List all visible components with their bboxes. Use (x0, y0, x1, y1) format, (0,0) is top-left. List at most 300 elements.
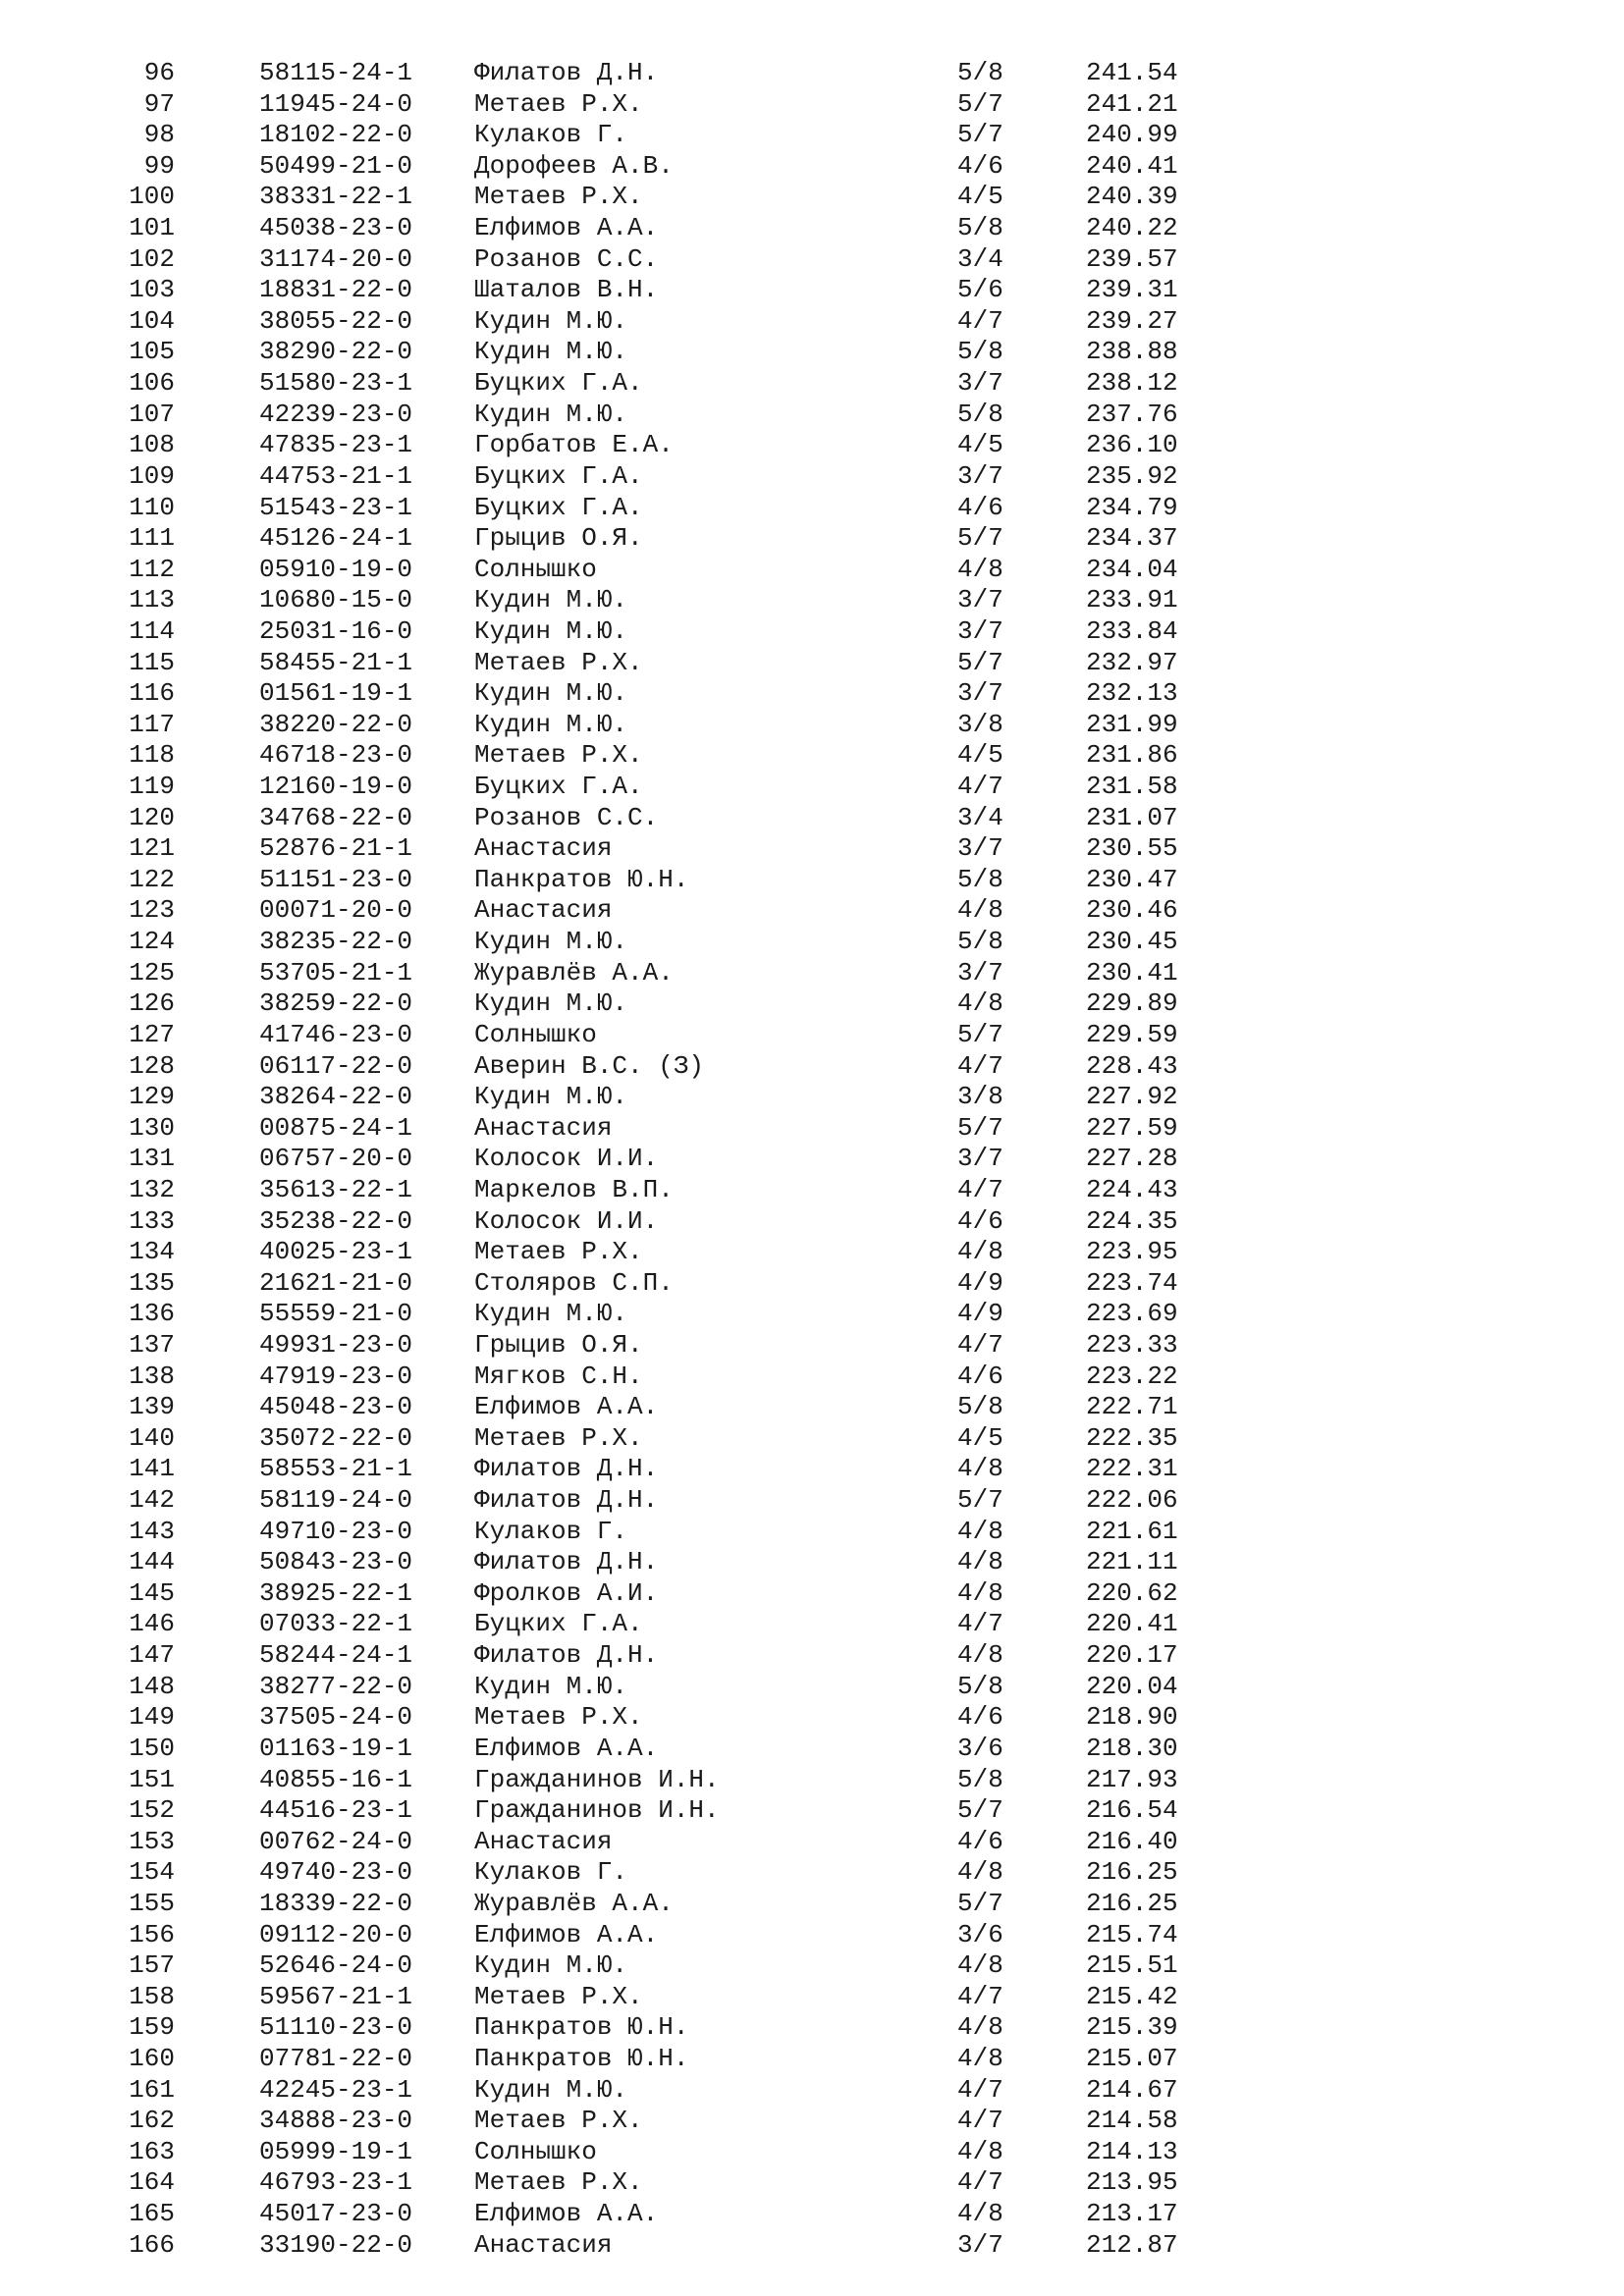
rank-cell: 141 (129, 1454, 175, 1484)
id-cell: 01561-19-1 (259, 678, 413, 709)
id-cell: 38235-22-0 (259, 927, 413, 957)
table-row (0, 1330, 1624, 1362)
name-cell: Буцких Г.А. (474, 368, 643, 399)
table-row (0, 1920, 1624, 1951)
table-row (0, 865, 1624, 896)
score-cell: 230.41 (1086, 957, 1178, 988)
name-cell: Панкратов Ю.Н. (474, 2012, 689, 2043)
id-cell: 12160-19-0 (259, 772, 413, 802)
rank-cell: 105 (129, 337, 175, 367)
id-cell: 50843-23-0 (259, 1547, 413, 1577)
name-cell: Филатов Д.Н. (474, 1485, 659, 1516)
table-row (0, 1082, 1624, 1113)
ratio-cell: 4/9 (957, 1299, 1003, 1329)
ratio-cell: 5/7 (957, 1888, 1003, 1918)
score-cell: 214.67 (1086, 2074, 1178, 2105)
name-cell: Кудин М.Ю. (474, 2074, 628, 2105)
ratio-cell: 4/8 (957, 895, 1003, 926)
rank-cell: 148 (129, 1671, 175, 1701)
ratio-cell: 5/7 (957, 647, 1003, 677)
score-cell: 232.97 (1086, 647, 1178, 677)
table-row (0, 616, 1624, 648)
table-row (0, 678, 1624, 710)
id-cell: 55559-21-0 (259, 1299, 413, 1329)
name-cell: Анастасия (474, 2229, 613, 2260)
rank-cell: 164 (129, 2167, 175, 2198)
table-row (0, 461, 1624, 493)
rank-cell: 126 (129, 988, 175, 1019)
ratio-cell: 5/7 (957, 1019, 1003, 1049)
table-row (0, 182, 1624, 213)
ratio-cell: 5/6 (957, 275, 1003, 305)
id-cell: 45038-23-0 (259, 213, 413, 243)
score-cell: 232.13 (1086, 678, 1178, 709)
name-cell: Панкратов Ю.Н. (474, 2044, 689, 2073)
score-cell: 216.40 (1086, 1826, 1178, 1856)
ratio-cell: 5/7 (957, 1485, 1003, 1516)
table-row (0, 1827, 1624, 1858)
ratio-cell: 3/8 (957, 709, 1003, 739)
rank-cell: 161 (129, 2074, 175, 2105)
id-cell: 38925-22-1 (259, 1577, 413, 1608)
id-cell: 51110-23-0 (259, 2012, 413, 2043)
ratio-cell: 4/5 (957, 182, 1003, 212)
score-cell: 221.11 (1086, 1547, 1178, 1577)
id-cell: 42239-23-0 (259, 399, 413, 429)
score-cell: 230.47 (1086, 864, 1178, 894)
name-cell: Панкратов Ю.Н. (474, 864, 689, 894)
name-cell: Анастасия (474, 1826, 613, 1856)
table-row (0, 1609, 1624, 1640)
ratio-cell: 4/7 (957, 1609, 1003, 1639)
score-cell: 218.90 (1086, 1702, 1178, 1733)
table-row (0, 1795, 1624, 1827)
score-cell: 234.04 (1086, 554, 1178, 584)
table-row (0, 803, 1624, 834)
table-row (0, 400, 1624, 431)
ratio-cell: 4/7 (957, 1981, 1003, 2011)
id-cell: 07033-22-1 (259, 1609, 413, 1639)
name-cell: Кудин М.Ю. (474, 988, 628, 1019)
table-row (0, 1113, 1624, 1145)
score-cell: 218.30 (1086, 1733, 1178, 1763)
name-cell: Филатов Д.Н. (474, 58, 659, 87)
rank-cell: 137 (129, 1329, 175, 1360)
score-cell: 223.95 (1086, 1237, 1178, 1267)
table-row (0, 120, 1624, 151)
ratio-cell: 4/6 (957, 1361, 1003, 1391)
ratio-cell: 3/7 (957, 460, 1003, 491)
rank-cell: 131 (129, 1144, 175, 1174)
table-row (0, 523, 1624, 555)
rank-cell: 133 (129, 1205, 175, 1236)
score-cell: 231.58 (1086, 772, 1178, 802)
score-cell: 240.39 (1086, 182, 1178, 212)
score-cell: 238.88 (1086, 337, 1178, 367)
rank-cell: 152 (129, 1795, 175, 1826)
name-cell: Метаев Р.Х. (474, 1237, 643, 1267)
name-cell: Столяров С.П. (474, 1267, 674, 1298)
table-row (0, 1950, 1624, 1982)
score-cell: 229.89 (1086, 988, 1178, 1019)
rank-cell: 129 (129, 1082, 175, 1112)
table-row (0, 1268, 1624, 1300)
name-cell: Кулаков Г. (474, 1857, 628, 1888)
id-cell: 38055-22-0 (259, 305, 413, 336)
score-cell: 234.79 (1086, 492, 1178, 522)
rank-cell: 116 (129, 678, 175, 709)
score-cell: 223.74 (1086, 1267, 1178, 1298)
name-cell: Елфимов А.А. (474, 2199, 659, 2229)
id-cell: 58455-21-1 (259, 647, 413, 677)
table-row (0, 244, 1624, 276)
rank-cell: 143 (129, 1516, 175, 1546)
name-cell: Грыцив О.Я. (474, 1329, 643, 1360)
ratio-cell: 4/8 (957, 1857, 1003, 1888)
score-cell: 227.28 (1086, 1144, 1178, 1174)
id-cell: 52876-21-1 (259, 833, 413, 864)
score-cell: 223.22 (1086, 1361, 1178, 1391)
ratio-cell: 3/8 (957, 1082, 1003, 1112)
ratio-cell: 4/8 (957, 988, 1003, 1019)
name-cell: Колосок И.И. (474, 1144, 659, 1174)
table-row (0, 2044, 1624, 2075)
id-cell: 51580-23-1 (259, 368, 413, 399)
rank-cell: 163 (129, 2136, 175, 2166)
score-cell: 214.58 (1086, 2106, 1178, 2136)
score-cell: 230.46 (1086, 895, 1178, 926)
id-cell: 50499-21-0 (259, 150, 413, 181)
name-cell: Метаев Р.Х. (474, 1981, 643, 2011)
rank-cell: 107 (129, 399, 175, 429)
name-cell: Кудин М.Ю. (474, 678, 628, 709)
score-cell: 212.87 (1086, 2229, 1178, 2260)
name-cell: Мягков С.Н. (474, 1361, 643, 1391)
rank-cell: 165 (129, 2199, 175, 2229)
score-cell: 241.21 (1086, 88, 1178, 119)
name-cell: Дорофеев А.В. (474, 150, 674, 181)
rank-cell: 145 (129, 1577, 175, 1608)
rank-cell: 138 (129, 1361, 175, 1391)
table-row (0, 1423, 1624, 1455)
ratio-cell: 5/8 (957, 1671, 1003, 1701)
score-cell: 217.93 (1086, 1764, 1178, 1794)
score-cell: 240.41 (1086, 150, 1178, 181)
score-cell: 240.22 (1086, 213, 1178, 243)
name-cell: Кудин М.Ю. (474, 927, 628, 957)
ratio-cell: 4/5 (957, 740, 1003, 771)
id-cell: 58244-24-1 (259, 1640, 413, 1671)
name-cell: Аверин В.С. (З) (474, 1050, 705, 1081)
table-row (0, 2106, 1624, 2137)
name-cell: Метаев Р.Х. (474, 647, 643, 677)
table-row (0, 1454, 1624, 1485)
name-cell: Кудин М.Ю. (474, 305, 628, 336)
rank-cell: 136 (129, 1299, 175, 1329)
name-cell: Метаев Р.Х. (474, 1422, 643, 1453)
ratio-cell: 4/8 (957, 554, 1003, 584)
table-row (0, 895, 1624, 927)
rank-cell: 106 (129, 368, 175, 399)
table-row (0, 585, 1624, 616)
table-row (0, 1392, 1624, 1423)
score-cell: 231.07 (1086, 802, 1178, 832)
name-cell: Гражданинов И.Н. (474, 1764, 720, 1794)
name-cell: Анастасия (474, 1112, 613, 1143)
id-cell: 18339-22-0 (259, 1888, 413, 1918)
table-row (0, 1702, 1624, 1734)
ratio-cell: 4/7 (957, 772, 1003, 802)
ratio-cell: 3/7 (957, 1144, 1003, 1174)
rank-cell: 108 (129, 430, 175, 460)
ratio-cell: 4/9 (957, 1267, 1003, 1298)
rank-cell: 166 (129, 2229, 175, 2260)
ratio-cell: 4/8 (957, 1237, 1003, 1267)
score-cell: 227.59 (1086, 1112, 1178, 1143)
table-row (0, 958, 1624, 989)
ratio-cell: 4/8 (957, 1454, 1003, 1484)
name-cell: Колосок И.И. (474, 1205, 659, 1236)
id-cell: 58553-21-1 (259, 1454, 413, 1484)
score-cell: 220.62 (1086, 1577, 1178, 1608)
score-cell: 234.37 (1086, 523, 1178, 554)
name-cell: Кудин М.Ю. (474, 399, 628, 429)
ratio-cell: 3/7 (957, 833, 1003, 864)
score-cell: 221.61 (1086, 1516, 1178, 1546)
ratio-cell: 4/6 (957, 1205, 1003, 1236)
table-row (0, 1237, 1624, 1268)
score-cell: 230.55 (1086, 833, 1178, 864)
score-cell: 241.54 (1086, 58, 1178, 87)
ratio-cell: 4/8 (957, 1547, 1003, 1577)
id-cell: 34768-22-0 (259, 802, 413, 832)
id-cell: 51543-23-1 (259, 492, 413, 522)
rank-cell: 102 (129, 243, 175, 274)
score-cell: 215.74 (1086, 1919, 1178, 1949)
rank-cell: 156 (129, 1919, 175, 1949)
ratio-cell: 5/8 (957, 58, 1003, 87)
name-cell: Маркелов В.П. (474, 1174, 674, 1204)
table-row (0, 306, 1624, 338)
name-cell: Елфимов А.А. (474, 1733, 659, 1763)
rank-cell: 110 (129, 492, 175, 522)
name-cell: Метаев Р.Х. (474, 1702, 643, 1733)
name-cell: Елфимов А.А. (474, 1392, 659, 1422)
table-row (0, 1734, 1624, 1765)
id-cell: 11945-24-0 (259, 88, 413, 119)
name-cell: Кулаков Г. (474, 1516, 628, 1546)
score-cell: 222.31 (1086, 1454, 1178, 1484)
rank-cell: 99 (143, 150, 175, 181)
rank-cell: 109 (129, 460, 175, 491)
id-cell: 58119-24-0 (259, 1485, 413, 1516)
table-row (0, 2230, 1624, 2262)
name-cell: Кудин М.Ю. (474, 1082, 628, 1112)
score-cell: 224.35 (1086, 1205, 1178, 1236)
score-cell: 229.59 (1086, 1019, 1178, 1049)
name-cell: Анастасия (474, 833, 613, 864)
ratio-cell: 3/7 (957, 2229, 1003, 2260)
ratio-cell: 4/7 (957, 305, 1003, 336)
name-cell: Кудин М.Ю. (474, 337, 628, 367)
id-cell: 59567-21-1 (259, 1981, 413, 2011)
score-cell: 239.57 (1086, 243, 1178, 274)
table-row (0, 151, 1624, 183)
table-row (0, 833, 1624, 865)
id-cell: 45126-24-1 (259, 523, 413, 554)
table-row (0, 1857, 1624, 1889)
ratio-cell: 4/6 (957, 1826, 1003, 1856)
name-cell: Елфимов А.А. (474, 213, 659, 243)
name-cell: Журавлёв А.А. (474, 957, 674, 988)
id-cell: 38259-22-0 (259, 988, 413, 1019)
name-cell: Филатов Д.Н. (474, 1454, 659, 1484)
name-cell: Метаев Р.Х. (474, 2167, 643, 2198)
name-cell: Филатов Д.Н. (474, 1640, 659, 1671)
ratio-cell: 4/5 (957, 430, 1003, 460)
rank-cell: 147 (129, 1640, 175, 1671)
id-cell: 38277-22-0 (259, 1671, 413, 1701)
rank-cell: 139 (129, 1392, 175, 1422)
ratio-cell: 4/7 (957, 2167, 1003, 2198)
name-cell: Солнышко (474, 554, 597, 584)
ratio-cell: 4/7 (957, 1050, 1003, 1081)
table-row (0, 1020, 1624, 1051)
ratio-cell: 5/8 (957, 1392, 1003, 1422)
table-row (0, 368, 1624, 400)
ratio-cell: 5/7 (957, 120, 1003, 150)
score-cell: 215.07 (1086, 2044, 1178, 2073)
id-cell: 49710-23-0 (259, 1516, 413, 1546)
rank-cell: 118 (129, 740, 175, 771)
name-cell: Гражданинов И.Н. (474, 1795, 720, 1826)
ratio-cell: 3/4 (957, 243, 1003, 274)
id-cell: 09112-20-0 (259, 1919, 413, 1949)
name-cell: Розанов С.С. (474, 243, 659, 274)
ratio-cell: 3/4 (957, 802, 1003, 832)
name-cell: Горбатов Е.А. (474, 430, 674, 460)
score-cell: 222.06 (1086, 1485, 1178, 1516)
ratio-cell: 4/8 (957, 2044, 1003, 2073)
rank-cell: 117 (129, 709, 175, 739)
rank-cell: 97 (143, 88, 175, 119)
score-cell: 222.35 (1086, 1422, 1178, 1453)
id-cell: 06117-22-0 (259, 1050, 413, 1081)
id-cell: 35238-22-0 (259, 1205, 413, 1236)
score-cell: 220.17 (1086, 1640, 1178, 1671)
rank-cell: 157 (129, 1950, 175, 1981)
table-row (0, 1144, 1624, 1175)
rank-cell: 140 (129, 1422, 175, 1453)
rank-cell: 160 (129, 2044, 175, 2073)
id-cell: 01163-19-1 (259, 1733, 413, 1763)
id-cell: 46718-23-0 (259, 740, 413, 771)
id-cell: 05910-19-0 (259, 554, 413, 584)
ratio-cell: 3/7 (957, 957, 1003, 988)
table-row (0, 1175, 1624, 1206)
id-cell: 42245-23-1 (259, 2074, 413, 2105)
ratio-cell: 5/8 (957, 864, 1003, 894)
rank-cell: 134 (129, 1237, 175, 1267)
table-row (0, 2012, 1624, 2044)
name-cell: Солнышко (474, 2136, 597, 2166)
id-cell: 07781-22-0 (259, 2044, 413, 2073)
ratio-cell: 4/8 (957, 1950, 1003, 1981)
id-cell: 38264-22-0 (259, 1082, 413, 1112)
rank-cell: 158 (129, 1981, 175, 2011)
name-cell: Кудин М.Ю. (474, 585, 628, 615)
id-cell: 47835-23-1 (259, 430, 413, 460)
score-cell: 214.13 (1086, 2136, 1178, 2166)
rank-cell: 153 (129, 1826, 175, 1856)
name-cell: Кудин М.Ю. (474, 1299, 628, 1329)
table-row (0, 1982, 1624, 2013)
name-cell: Солнышко (474, 1019, 597, 1049)
ratio-cell: 5/8 (957, 213, 1003, 243)
id-cell: 47919-23-0 (259, 1361, 413, 1391)
score-cell: 238.12 (1086, 368, 1178, 399)
ratio-cell: 5/8 (957, 399, 1003, 429)
id-cell: 00071-20-0 (259, 895, 413, 926)
name-cell: Фролков А.И. (474, 1577, 659, 1608)
rank-cell: 125 (129, 957, 175, 988)
rank-cell: 101 (129, 213, 175, 243)
ratio-cell: 4/8 (957, 2012, 1003, 2043)
table-row (0, 988, 1624, 1020)
ratio-cell: 3/7 (957, 585, 1003, 615)
id-cell: 44516-23-1 (259, 1795, 413, 1826)
table-row (0, 1547, 1624, 1578)
ratio-cell: 5/8 (957, 1764, 1003, 1794)
id-cell: 38290-22-0 (259, 337, 413, 367)
rank-cell: 127 (129, 1019, 175, 1049)
score-cell: 240.99 (1086, 120, 1178, 150)
rank-cell: 103 (129, 275, 175, 305)
id-cell: 31174-20-0 (259, 243, 413, 274)
score-cell: 215.51 (1086, 1950, 1178, 1981)
table-row (0, 710, 1624, 741)
rank-cell: 162 (129, 2106, 175, 2136)
score-cell: 216.54 (1086, 1795, 1178, 1826)
score-cell: 235.92 (1086, 460, 1178, 491)
table-row (0, 1299, 1624, 1330)
ratio-cell: 3/6 (957, 1919, 1003, 1949)
score-cell: 231.86 (1086, 740, 1178, 771)
id-cell: 35072-22-0 (259, 1422, 413, 1453)
id-cell: 00875-24-1 (259, 1112, 413, 1143)
id-cell: 45017-23-0 (259, 2199, 413, 2229)
id-cell: 33190-22-0 (259, 2229, 413, 2260)
rank-cell: 128 (129, 1050, 175, 1081)
score-cell: 236.10 (1086, 430, 1178, 460)
rank-cell: 112 (129, 554, 175, 584)
ratio-cell: 3/7 (957, 615, 1003, 646)
name-cell: Шаталов В.Н. (474, 275, 659, 305)
table-row (0, 430, 1624, 461)
id-cell: 10680-15-0 (259, 585, 413, 615)
table-row (0, 1640, 1624, 1672)
id-cell: 18831-22-0 (259, 275, 413, 305)
rank-cell: 119 (129, 772, 175, 802)
name-cell: Филатов Д.Н. (474, 1547, 659, 1577)
ratio-cell: 5/8 (957, 337, 1003, 367)
ratio-cell: 4/8 (957, 1640, 1003, 1671)
table-row (0, 89, 1624, 121)
ratio-cell: 4/7 (957, 1174, 1003, 1204)
score-cell: 233.91 (1086, 585, 1178, 615)
table-row (0, 648, 1624, 679)
name-cell: Елфимов А.А. (474, 1919, 659, 1949)
